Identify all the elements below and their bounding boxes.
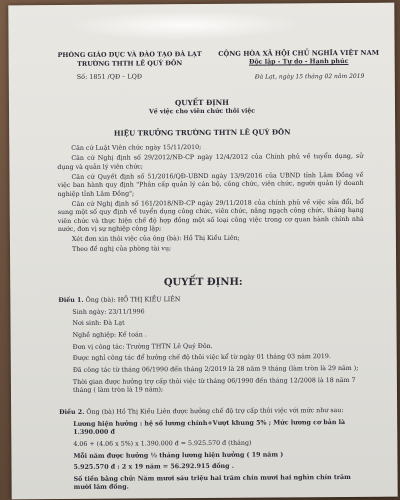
leave-start: Được nghỉ công tác để hưởng chế độ thôi việc kể từ ngày 01 tháng 03 năm 2019. bbox=[72, 353, 331, 363]
preamble-item: Căn cứ Nghị định số 161/2018/NĐ-CP ngày 29/11/2018 của chính phủ về việc sửa đổi, bổ sung một số quy định về tuyển dụng công chức, viên chức, nâng ngạch công chức, thăng hạng viên chức và thực hiện chế độ hợp đồng một số loại công việc trong cơ quan hành chính nhà nước, đơn vị sự nghiệp công lập; bbox=[57, 198, 364, 234]
preamble-item: Căn cứ Luật Viên chức ngày 15/11/2010; bbox=[71, 144, 202, 152]
salary-basis: Lương hiện hưởng : hệ số lương chính+Vượt khung 5% ; Mức lương cơ bản là 1.390.000 đ bbox=[73, 418, 346, 437]
place-date: Đà Lạt, ngày 15 tháng 02 năm 2019 bbox=[254, 72, 365, 81]
issuer-header bbox=[55, 50, 205, 68]
birth-place: Nơi sinh: Đà Lạt bbox=[72, 319, 125, 328]
issuer-line-2: TRƯỜNG THTH LÊ QUÝ ĐÔN bbox=[77, 58, 183, 68]
document-title: QUYẾT ĐỊNH bbox=[174, 97, 229, 108]
issuer-line-1: PHÒNG GIÁO DỤC VÀ ĐÀO TẠO ĐÀ LẠT bbox=[57, 50, 202, 60]
allowance-total: 5.925.570 đ : 2 x 19 năm = 56.292.915 đồng . bbox=[73, 463, 234, 472]
preamble-item: Theo đề nghị của phòng tài vụ; bbox=[71, 245, 172, 253]
article-1-label: Điều 1. bbox=[58, 296, 84, 305]
allowance-period: Thời gian được hưởng trợ cấp thôi việc từ tháng 06/1990 đến tháng 12/2008 là 18 năm 7 tháng ( làm tròn là 19 năm); bbox=[72, 376, 356, 395]
article-1 bbox=[58, 295, 369, 399]
national-header bbox=[209, 49, 389, 68]
preamble-item: Căn cứ Nghị định số 29/2012/NĐ-CP ngày 12/4/2012 của Chính phủ về tuyển dụng, sử dụng và quản lý viên chức; bbox=[57, 152, 364, 171]
salary-formula: 4.06 + (4.06 x 5%) x 1.390.000 đ = 5.925.570 đ (tháng) bbox=[73, 439, 252, 448]
service-period: Đã công tác từ tháng 06/1990 đến tháng 2/2019 là 28 năm 9 tháng (làm tròn là 29 năm ); bbox=[72, 365, 359, 375]
preamble-item: Xét đơn xin thôi việc của ông (bà): Hồ Thị Kiều Liên; bbox=[71, 234, 240, 243]
article-2-label: Điều 2. bbox=[59, 408, 85, 417]
preamble bbox=[57, 143, 364, 256]
occupation: Nghề nghiệp: Kế toán . bbox=[72, 331, 147, 339]
article-2 bbox=[59, 407, 370, 496]
birth-date: Sinh ngày: 23/11/1996 bbox=[72, 308, 145, 316]
employee-name: Ông (bà): HỒ THỊ KIỀU LIÊN bbox=[85, 296, 181, 304]
document-subject: Về việc cho viên chức thôi việc bbox=[148, 107, 256, 116]
preamble-item: Căn cứ Quyết định số 51/2016/QĐ-UBND ngày 13/9/2016 của UBND tỉnh Lâm Đồng về việc ban hành quy định "Phân cấp quản lý cán bộ, công chức, viên chức, người quản lý doanh nghiệp tỉnh Lâm Đồng"; bbox=[57, 171, 364, 198]
amount-in-words: Số tiền bằng chữ: Năm mươi sáu triệu hai trăm chín mươi hai nghìn chín trăm mười lăm đồng. bbox=[73, 473, 351, 492]
light-glare bbox=[68, 9, 298, 41]
document-number: Số: 1851 /QĐ – LQĐ bbox=[76, 72, 143, 81]
authority-title: HIỆU TRƯỞNG TRƯỜNG THTN LÊ QUÝ ĐÔN bbox=[113, 127, 291, 138]
national-title: CỘNG HÒA XÃ HỘI CHỦ NGHĨA VIỆT NAM bbox=[218, 48, 380, 58]
work-unit: Đơn vị công tác: Trường THTN Lê Quý Đôn. bbox=[72, 342, 213, 351]
decision-heading: QUYẾT ĐỊNH: bbox=[163, 276, 243, 289]
national-motto: Độc lập - Tự do - Hạnh phúc bbox=[248, 57, 349, 66]
document-sheet bbox=[8, 3, 397, 500]
allowance-intro: Ông (bà) Hồ Thị Kiều Liên được hưởng chế độ trợ cấp thôi việc với mức như sau: bbox=[86, 407, 344, 416]
allowance-rule: Mỗi năm được hưởng ½ tháng lương hiện hưởng ( 19 năm ) bbox=[73, 451, 284, 460]
